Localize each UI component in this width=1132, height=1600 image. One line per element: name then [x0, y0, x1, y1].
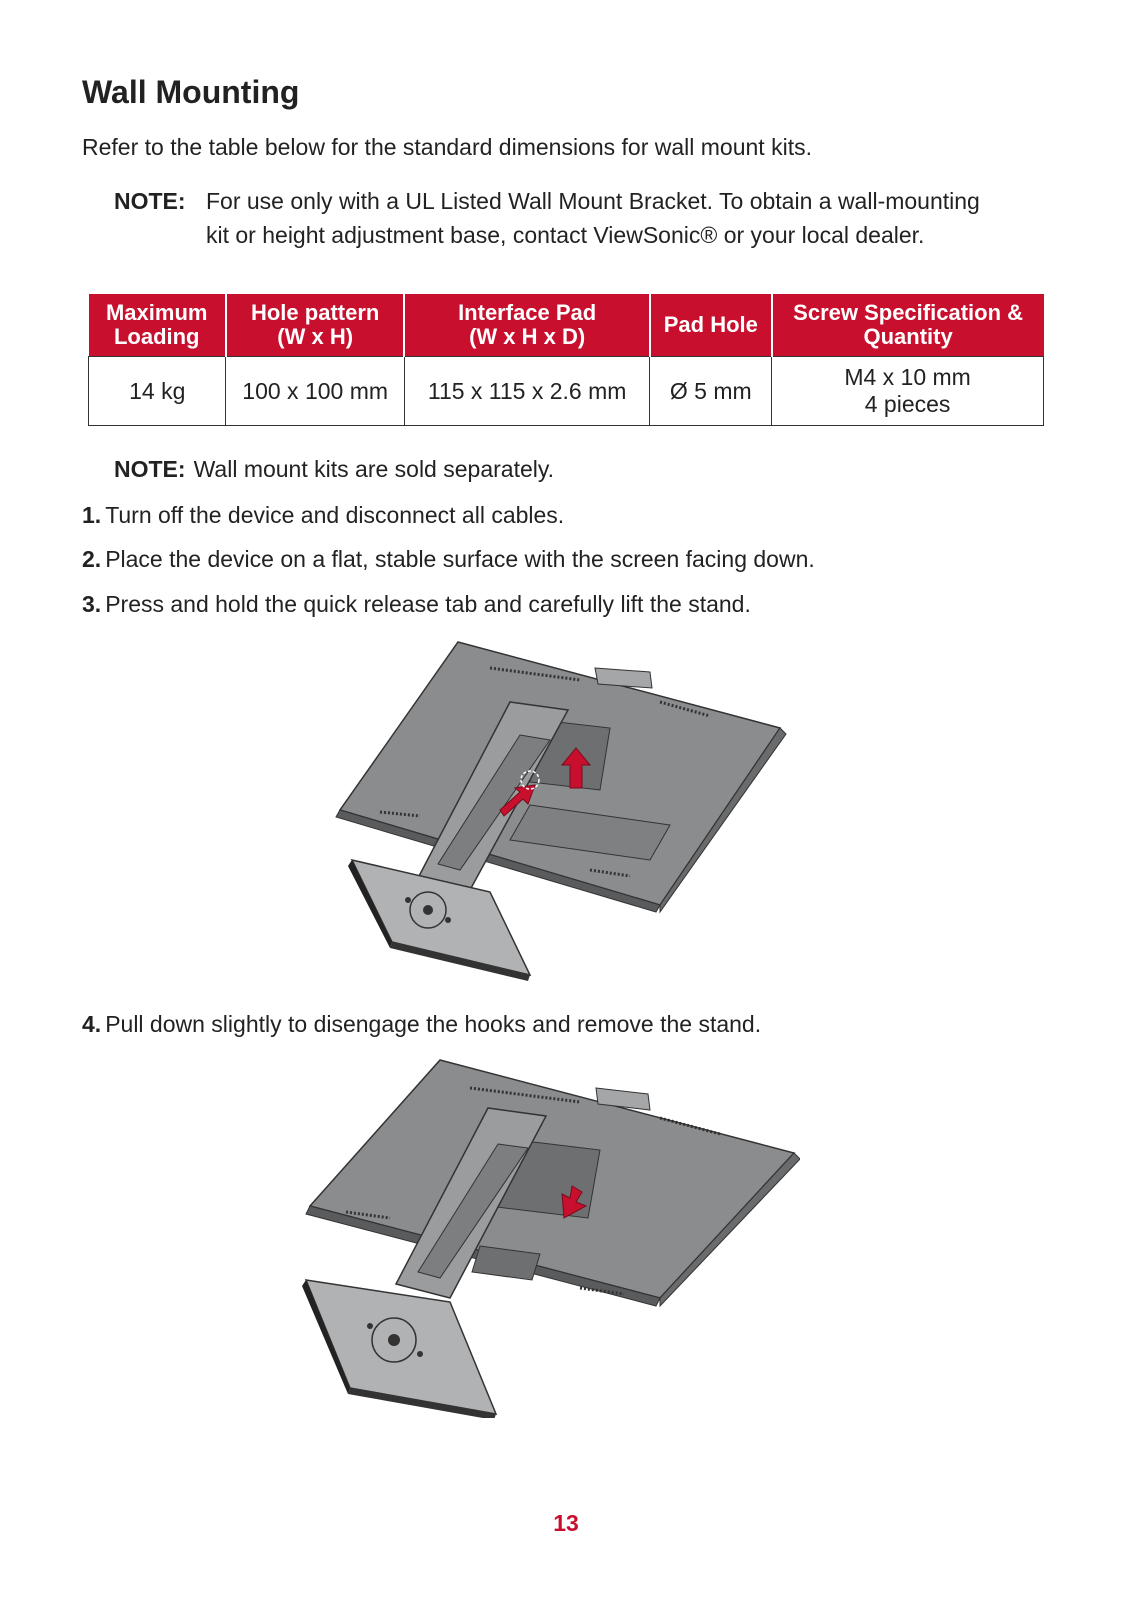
header-line: Pad Hole: [663, 312, 758, 337]
page-title: Wall Mounting: [82, 74, 300, 110]
header-interface-pad: [404, 294, 650, 357]
cell-screw-spec: [772, 357, 1044, 426]
step-text: Press and hold the quick release tab and carefully lift the stand.: [105, 591, 751, 617]
note-label: NOTE:: [114, 188, 186, 214]
header-line: Interface Pad: [458, 300, 597, 325]
step-text: Turn off the device and disconnect all cables.: [105, 502, 565, 528]
cell-interface-pad: 115 x 115 x 2.6 mm: [404, 357, 650, 426]
header-line: (W x H x D): [469, 324, 586, 349]
step-number: 4.: [82, 1011, 102, 1037]
cell-hole-pattern: 100 x 100 mm: [226, 357, 404, 426]
header-line: (W x H): [277, 324, 354, 349]
note-text: Wall mount kits are sold separately.: [193, 456, 555, 482]
step-text: Pull down slightly to disengage the hooks and remove the stand.: [105, 1011, 762, 1037]
header-screw-spec: [772, 294, 1044, 357]
page-number: 13: [553, 1510, 579, 1536]
step-3: [82, 591, 751, 618]
header-hole-pattern: [226, 294, 404, 357]
screw-size: M4 x 10 mm: [844, 364, 971, 390]
step-text: Place the device on a flat, stable surface with the screen facing down.: [105, 546, 815, 572]
step-1: [82, 502, 564, 529]
step-2: [82, 546, 815, 573]
note-text: For use only with a UL Listed Wall Mount Bracket. To obtain a wall-mounting kit or height adjustment base, contact ViewSonic® or your local dealer.: [206, 188, 980, 248]
header-line: Loading: [113, 324, 200, 349]
header-max-loading: [89, 294, 226, 357]
cell-loading: 14 kg: [89, 357, 226, 426]
header-line: Quantity: [863, 324, 953, 349]
intro-text: Refer to the table below for the standard dimensions for wall mount kits.: [82, 134, 812, 160]
illustration-release-stand: [330, 640, 790, 985]
header-line: Hole pattern: [250, 300, 380, 325]
note-label: NOTE:: [114, 456, 186, 482]
step-number: 1.: [82, 502, 102, 528]
illustration-remove-stand: [300, 1058, 800, 1418]
header-pad-hole: [650, 294, 772, 357]
screw-qty: 4 pieces: [864, 391, 951, 417]
step-number: 3.: [82, 591, 102, 617]
header-line: Maximum: [105, 300, 208, 325]
cell-pad-hole: Ø 5 mm: [650, 357, 772, 426]
header-line: Screw Specification &: [793, 300, 1024, 325]
step-number: 2.: [82, 546, 102, 572]
table-header-row: [89, 294, 1044, 357]
table-row: [89, 357, 1044, 426]
wall-mount-spec-table: [88, 294, 1044, 426]
note-sold-separately: [114, 456, 554, 483]
step-4: [82, 1011, 761, 1038]
